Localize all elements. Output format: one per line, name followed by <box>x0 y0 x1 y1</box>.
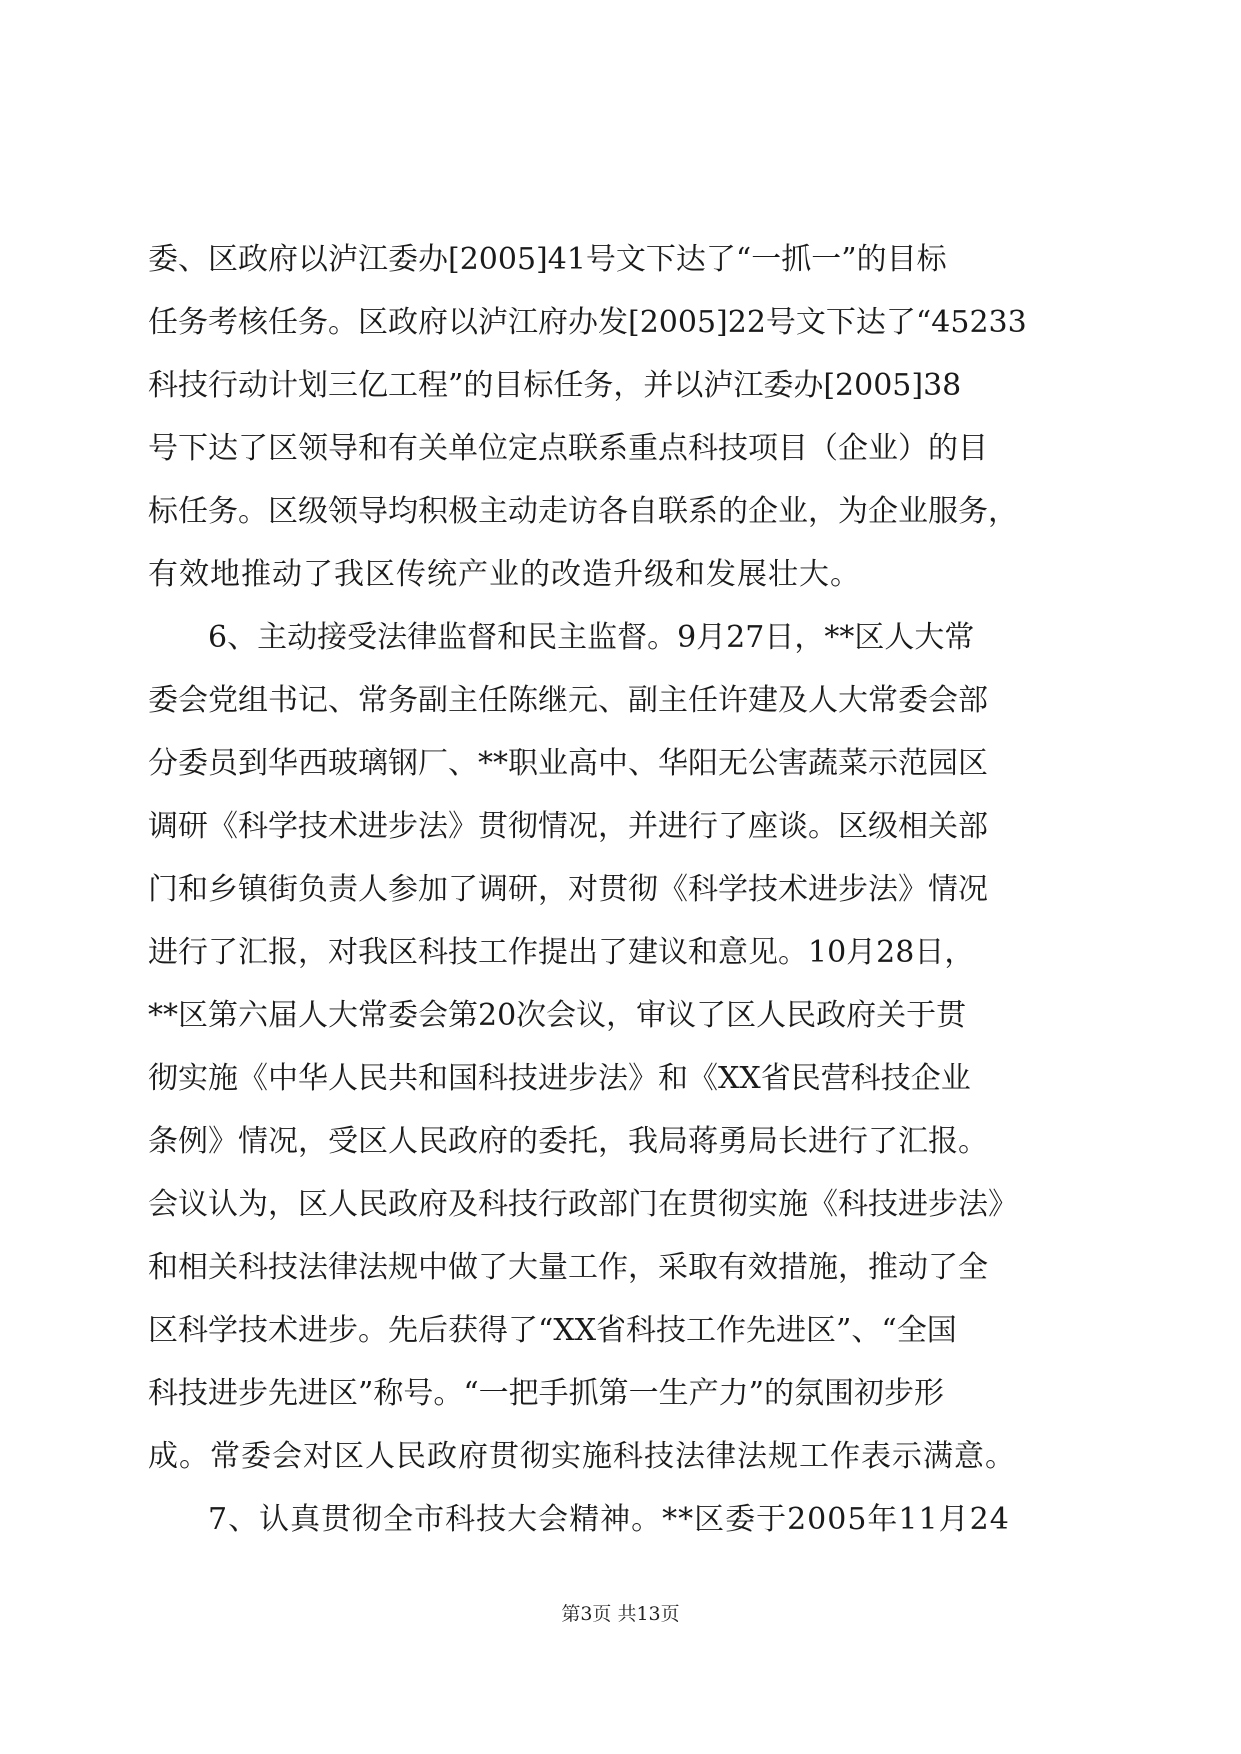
text-line: 委会党组书记、常务副主任陈继元、副主任许建及人大常委会部 <box>148 683 988 718</box>
text-line: 区科学技术进步。先后获得了“XX省科技工作先进区”、“全国 <box>148 1313 957 1348</box>
text-line: 标任务。区级领导均积极主动走访各自联系的企业，为企业服务， <box>148 494 1018 529</box>
text-line: 委、区政府以泸江委办[2005]41号文下达了“一抓一”的目标 <box>148 242 947 277</box>
text-line: 调研《科学技术进步法》贯彻情况，并进行了座谈。区级相关部 <box>148 809 988 844</box>
text-line: 条例》情况，受区人民政府的委托，我局蒋勇局长进行了汇报。 <box>148 1124 988 1159</box>
text-line: 分委员到华西玻璃钢厂、**职业高中、华阳无公害蔬菜示范园区 <box>148 746 988 781</box>
body-text <box>148 228 1088 1551</box>
text-line: 号下达了区领导和有关单位定点联系重点科技项目（企业）的目 <box>148 431 988 466</box>
page-footer: 第3页 共13页 <box>561 1603 680 1625</box>
text-line: 彻实施《中华人民共和国科技进步法》和《XX省民营科技企业 <box>148 1061 971 1096</box>
text-line: 会议认为，区人民政府及科技行政部门在贯彻实施《科技进步法》 <box>148 1187 1018 1222</box>
text-line: 和相关科技法律法规中做了大量工作，采取有效措施，推动了全 <box>148 1250 988 1285</box>
text-line: 科技进步先进区”称号。“一把手抓第一生产力”的氛围初步形 <box>148 1376 945 1411</box>
text-line: 成。常委会对区人民政府贯彻实施科技法律法规工作表示满意。 <box>148 1439 1016 1474</box>
text-line: 门和乡镇街负责人参加了调研，对贯彻《科学技术进步法》情况 <box>148 872 988 907</box>
text-line: 科技行动计划三亿工程”的目标任务，并以泸江委办[2005]38 <box>148 368 962 403</box>
text-line: 6、主动接受法律监督和民主监督。9月27日，**区人大常 <box>208 620 975 655</box>
text-line: 7、认真贯彻全市科技大会精神。**区委于2005年11月24 <box>208 1502 1010 1537</box>
text-line: 任务考核任务。区政府以泸江府办发[2005]22号文下达了“45233 <box>148 305 1027 340</box>
text-line: 有效地推动了我区传统产业的改造升级和发展壮大。 <box>148 557 861 592</box>
text-line: 进行了汇报，对我区科技工作提出了建议和意见。10月28日， <box>148 935 975 970</box>
text-line: **区第六届人大常委会第20次会议，审议了区人民政府关于贯 <box>148 998 967 1033</box>
